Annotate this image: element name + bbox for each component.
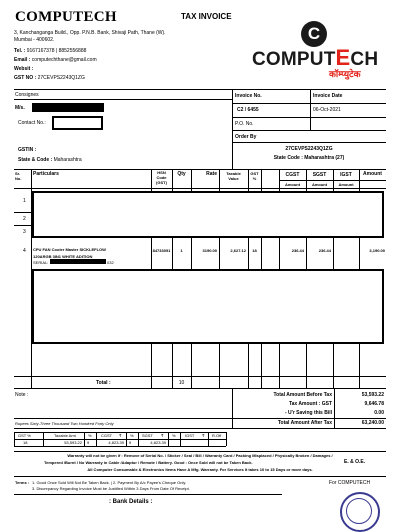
invoice-no-value: C2 / 6455	[237, 107, 259, 113]
company-stamp-inner-icon	[346, 498, 372, 524]
gst-sum-h-cgst-rs: ₹	[119, 433, 122, 438]
gst-no-value: 27CEVPS2243Q1ZG	[37, 75, 85, 81]
row-rate: 3190.00	[202, 248, 217, 253]
rule	[232, 388, 233, 428]
company-address-1: 3, Kanchanganga Build., Opp. P.N.B. Bank, Shivaji Path, Thane (W).	[14, 30, 166, 36]
state-value: Maharashtra	[53, 157, 82, 163]
ms-label: M/s.	[15, 105, 25, 111]
col-sr: Sr. No.	[15, 171, 22, 181]
rule	[14, 388, 386, 389]
before-tax-value: 53,593.22	[361, 392, 384, 398]
gst-sum-h-gst: GST %	[18, 433, 31, 438]
row-sr: 3	[23, 229, 26, 235]
gst-sum-v-sgst-pct: 9	[129, 440, 132, 445]
gstin-label: GSTIN :	[18, 147, 37, 153]
invoice-sheet	[14, 8, 387, 513]
gst-sum-v-cgst: 4,823.39	[108, 440, 124, 445]
website-label: Websit :	[14, 66, 34, 72]
redacted-customer-name	[32, 103, 104, 112]
col-cgst: CGST	[285, 172, 300, 178]
row-cgst: 236.44	[291, 248, 304, 253]
gst-sum-h-sgst: SGST	[142, 433, 153, 438]
serial-tail: 032	[107, 260, 114, 265]
tel-value: 9167167378 | 8852556888	[26, 48, 87, 54]
row-gst: 18	[252, 248, 257, 253]
bank-details-label: : Bank Details :	[109, 499, 153, 505]
row-sgst: 236.44	[318, 248, 331, 253]
rule	[14, 418, 386, 419]
tax-value: 9,646.78	[364, 401, 384, 407]
gst-sum-h-cgst: CGST	[101, 433, 113, 438]
saving-value: 0.00	[374, 410, 384, 416]
rupees-in-words: Rupees Sixty-Three Thousand Two Hundred Forty Only	[15, 421, 114, 426]
rule	[226, 432, 227, 446]
seller-state-code: State Code : Maharashtra (27)	[273, 155, 345, 161]
warranty-line-1: Warranty will not be given if : Remove of Serial No. / Sticker / Seal / Bill / Warranty Card / Packing Misplaced / Physically Broken / Damages /	[67, 453, 333, 458]
rule	[126, 432, 127, 446]
email-value: computechthane@gmail.com	[31, 57, 97, 63]
rule	[232, 117, 386, 118]
row-taxable: 2,627.12	[230, 248, 246, 253]
total-label: Total :	[96, 380, 111, 386]
rule	[14, 451, 386, 452]
gst-sum-h-igst-pct: %	[172, 433, 176, 438]
logo-text-b: CH	[350, 49, 379, 70]
rule	[14, 428, 386, 429]
gst-sum-v-taxable: 53,593.22	[64, 440, 82, 445]
invoice-no-label: Invoice No.	[235, 93, 262, 99]
rule	[310, 89, 311, 130]
gst-sum-h-roff: R.Off	[212, 433, 222, 438]
consignee-header: Consignes	[15, 92, 39, 98]
gst-sum-h-sgst-rs: ₹	[161, 433, 164, 438]
redacted-serial	[50, 259, 106, 264]
terms-1: 1. Good Once Sold Will Not Be Taken Back. | 2. Payment By A/c Payee's Cheque Only.	[32, 480, 187, 485]
invoice-date-label: Invoice Date	[313, 93, 343, 99]
rule	[232, 103, 386, 104]
email-label: Email :	[14, 57, 31, 63]
col-gst: GST %	[250, 171, 259, 181]
col-taxable: Taxable Value	[226, 171, 241, 181]
terms-2: 3. Discrepancy Regarding Invoice Must be Justified Within 3 Days From Date Of Receipt.	[32, 486, 190, 491]
rule	[14, 432, 15, 446]
logo-text-a: COMPUT	[252, 49, 336, 70]
col-sgst: SGST	[312, 172, 327, 178]
redacted-contact-no	[52, 116, 103, 130]
company-address-2: Mumbai - 400602.	[14, 37, 55, 43]
rule	[180, 432, 181, 446]
rule	[14, 212, 31, 213]
for-company: For COMPUTECH	[329, 480, 371, 486]
order-by-label: Order By	[235, 134, 257, 140]
rule	[14, 89, 386, 90]
after-tax-value: 63,240.00	[361, 420, 384, 426]
serial-label: SERIAL:	[33, 260, 49, 265]
row-amount: 3,190.00	[369, 248, 385, 253]
seller-gstin: 27CEVPS2243Q1ZG	[285, 146, 333, 152]
gst-sum-v-cgst-pct: 9	[87, 440, 90, 445]
gst-sum-h-igst-rs: ₹	[202, 433, 205, 438]
logo-text-e: E	[335, 45, 351, 70]
invoice-title: TAX INVOICE	[181, 12, 232, 21]
rule	[14, 188, 386, 189]
row-hsn: 84733091	[152, 248, 171, 253]
state-label: State & Code :	[18, 157, 53, 163]
logo-letter: C	[307, 24, 321, 43]
row-sr: 1	[23, 198, 26, 204]
rule	[232, 142, 386, 143]
total-qty: 10	[178, 380, 185, 386]
tel-label: Tel. :	[14, 48, 26, 54]
terms-label: Terms :	[15, 480, 30, 485]
after-tax-label: Total Amount After Tax	[277, 420, 332, 426]
rule	[14, 494, 282, 495]
tax-label: Tax Amount : GST	[288, 401, 332, 407]
gst-sum-v-gst: 18	[23, 440, 28, 445]
row-sr: 4	[23, 248, 26, 254]
rule	[84, 432, 85, 446]
warranty-line-2: Tempered /Burnt / No Warranty in Cable /Adaptor / Remote / Battery. Good : Once Sold will not be Taken Back.	[44, 460, 253, 465]
rule	[14, 169, 386, 170]
logo-wordmark	[252, 45, 379, 70]
invoice-date-value: 06-Oct-2021	[313, 107, 341, 113]
gst-no-label: GST NO :	[14, 75, 37, 81]
col-igst-amount: Amount	[338, 182, 354, 187]
rule	[14, 476, 386, 477]
company-name: COMPUTECH	[15, 9, 117, 25]
col-rate: Rate	[206, 171, 217, 177]
warranty-line-3: All Computer Consumable & Electronics Items Have A Mfg. Warranty. For Services It takes 10 to 15 Days or more days.	[87, 467, 313, 472]
gst-sum-h-cgst-pct: %	[88, 433, 92, 438]
eoe-label: E. & O.E.	[344, 459, 366, 465]
note-label: Note :	[15, 392, 29, 398]
contact-label: Contact No.:	[18, 120, 46, 126]
col-hsn: HSN Code (GST)	[156, 170, 167, 185]
redacted-items-5-on	[32, 269, 384, 344]
col-cgst-amount: Amount	[284, 182, 301, 187]
logo-circle-icon	[301, 21, 327, 47]
logo-devanagari: कॉम्प्युटेक	[329, 69, 361, 79]
rule	[14, 376, 386, 377]
gst-sum-h-igst: IGST	[185, 433, 195, 438]
rule	[14, 225, 31, 226]
rule	[232, 130, 386, 131]
rule	[14, 446, 226, 447]
rule	[168, 432, 169, 446]
before-tax-label: Total Amount Before Tax	[273, 392, 332, 398]
col-igst: IGST	[340, 172, 352, 178]
rule	[14, 99, 232, 100]
saving-label: - U'r Saving this Bill	[284, 410, 332, 416]
redacted-items-1-3	[32, 191, 384, 238]
row-particulars: CPU FAN Cooler Master SICKLEFLOW 120ARGB 3IN1 WHITE ADITION	[33, 247, 106, 259]
col-qty: Qty	[177, 171, 186, 177]
gst-sum-h-sgst-pct: %	[130, 433, 134, 438]
row-sr: 2	[23, 216, 26, 222]
gst-sum-v-sgst: 4,823.39	[150, 440, 166, 445]
rule	[334, 388, 335, 428]
po-label: P.O. No.	[235, 121, 254, 127]
col-amount: Amount	[363, 171, 382, 177]
rule	[208, 432, 209, 446]
row-qty: 1	[180, 248, 183, 253]
col-particulars: Particulars	[33, 171, 59, 177]
col-sgst-amount: Amount	[311, 182, 328, 187]
gst-sum-h-taxable: Taxable Amt	[54, 433, 76, 438]
